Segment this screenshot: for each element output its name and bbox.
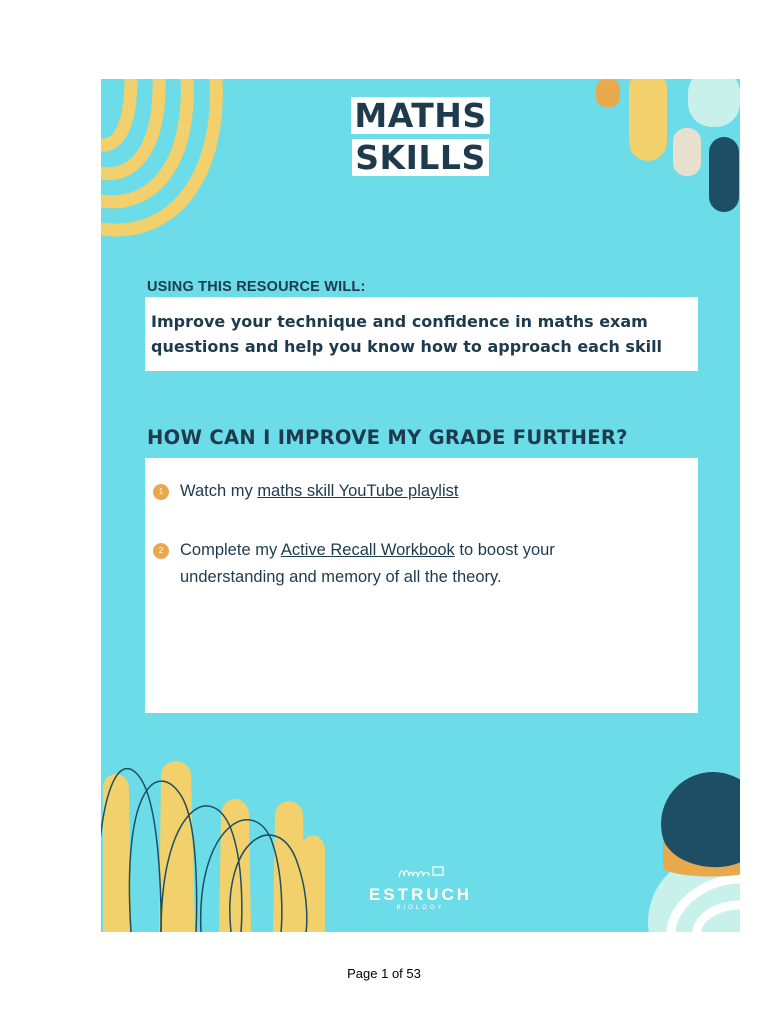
title-line-2: SKILLS [352, 139, 488, 176]
list-item-text [180, 537, 600, 591]
title-line-1: MATHS [351, 97, 489, 134]
page-number: Page 1 of 53 [347, 966, 421, 981]
resource-text: Improve your technique and confidence in maths exam questions and help you know how to approach each skill [151, 312, 663, 356]
youtube-playlist-link[interactable]: maths skill YouTube playlist [257, 482, 459, 500]
logo-subtitle: BIOLOGY [396, 905, 445, 911]
number-bullet-icon: 2 [153, 543, 169, 559]
list-item-prefix: Complete my [180, 541, 281, 559]
resource-heading: USING THIS RESOURCE WILL: [147, 279, 366, 295]
list-item [153, 537, 600, 591]
logo-brand: ESTRUCH [368, 885, 473, 904]
list-item-text [180, 478, 600, 505]
resource-text-box [145, 297, 698, 371]
bottom-left-grass-decoration [103, 761, 325, 932]
miss-estruch-logo [357, 861, 484, 913]
list-item [153, 478, 600, 505]
list-item-suffix: to boost your understanding and memory of all the theory. [180, 541, 555, 586]
cover-page [101, 79, 740, 932]
number-bullet-icon: 1 [153, 484, 169, 500]
page-title [101, 97, 740, 176]
active-recall-workbook-link[interactable]: Active Recall Workbook [280, 541, 455, 559]
improve-heading: HOW CAN I IMPROVE MY GRADE FURTHER? [147, 426, 628, 449]
list-item-prefix: Watch my [180, 482, 258, 500]
improve-list-box [145, 458, 698, 713]
logo-script-mark [357, 861, 484, 881]
